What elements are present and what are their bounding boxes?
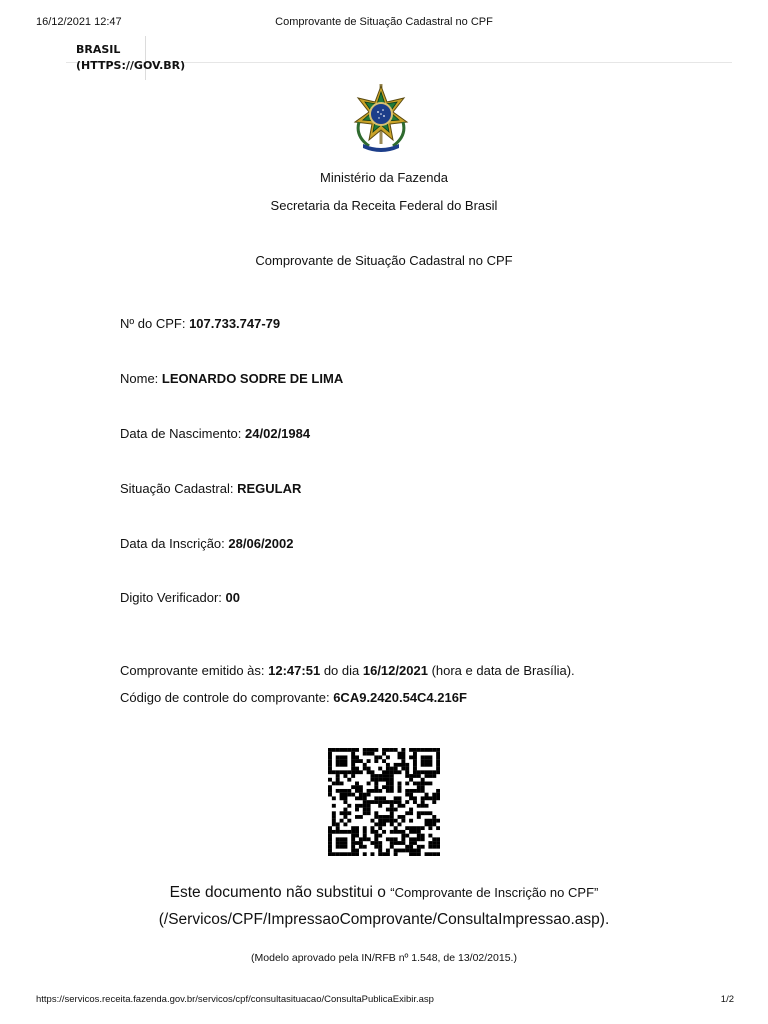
ministry-name: Ministério da Fazenda <box>320 170 448 185</box>
emission-suffix: (hora e data de Brasília). <box>431 663 575 678</box>
field-nascimento-value: 24/02/1984 <box>245 426 311 441</box>
govbr-link[interactable] <box>76 42 185 74</box>
notice-part1: Este documento não substitui o <box>169 884 386 901</box>
field-cpf-label: Nº do CPF: <box>120 316 186 331</box>
qr-code-icon <box>328 748 440 856</box>
field-inscricao-label: Data da Inscrição: <box>120 536 225 551</box>
field-nome-value: LEONARDO SODRE DE LIMA <box>161 371 344 386</box>
field-inscricao-value: 28/06/2002 <box>228 536 294 551</box>
emission-line <box>120 663 575 678</box>
print-datetime: 16/12/2021 12:47 <box>36 16 122 28</box>
govbr-link-line2: (HTTPS://GOV.BR) <box>76 59 186 72</box>
document-title: Comprovante de Situação Cadastral no CPF <box>255 253 513 268</box>
emission-date: 16/12/2021 <box>362 663 428 678</box>
secretariat-name: Secretaria da Receita Federal do Brasil <box>270 198 498 213</box>
emission-prefix: Comprovante emitido às: <box>120 663 265 678</box>
emission-middle: do dia <box>323 663 360 678</box>
emission-time: 12:47:51 <box>268 663 321 678</box>
print-page-title: Comprovante de Situação Cadastral no CPF <box>275 16 493 28</box>
field-situacao-value: REGULAR <box>237 481 302 496</box>
field-nascimento-label: Data de Nascimento: <box>120 426 242 441</box>
field-nome <box>120 371 343 386</box>
model-note: (Modelo aprovado pela IN/RFB nº 1.548, de 13/02/2015.) <box>251 952 517 964</box>
control-code-label: Código de controle do comprovante: <box>120 690 330 705</box>
field-digito-label: Digito Verificador: <box>120 590 222 605</box>
brazil-coat-of-arms-icon <box>349 82 413 154</box>
footer-page-number: 1/2 <box>720 994 734 1005</box>
field-situacao-label: Situação Cadastral: <box>120 481 234 496</box>
field-digito <box>120 590 240 605</box>
control-code-line <box>120 690 467 705</box>
field-nascimento <box>120 426 310 441</box>
field-situacao <box>120 481 301 496</box>
control-code-value: 6CA9.2420.54C4.216F <box>333 690 467 705</box>
field-digito-value: 00 <box>225 590 240 605</box>
notice-link[interactable]: (/Servicos/CPF/ImpressaoComprovante/ConsultaImpressao.asp). <box>158 911 610 928</box>
field-cpf-value: 107.733.747-79 <box>189 316 281 331</box>
field-inscricao <box>120 536 293 551</box>
field-cpf <box>120 316 280 331</box>
notice-line <box>0 884 768 902</box>
field-nome-label: Nome: <box>120 371 159 386</box>
notice-part2: “Comprovante de Inscrição no CPF” <box>390 885 599 900</box>
govbr-link-line1: BRASIL <box>76 43 121 56</box>
footer-url: https://servicos.receita.fazenda.gov.br/servicos/cpf/consultasituacao/ConsultaPublicaExibir.asp <box>36 994 434 1005</box>
